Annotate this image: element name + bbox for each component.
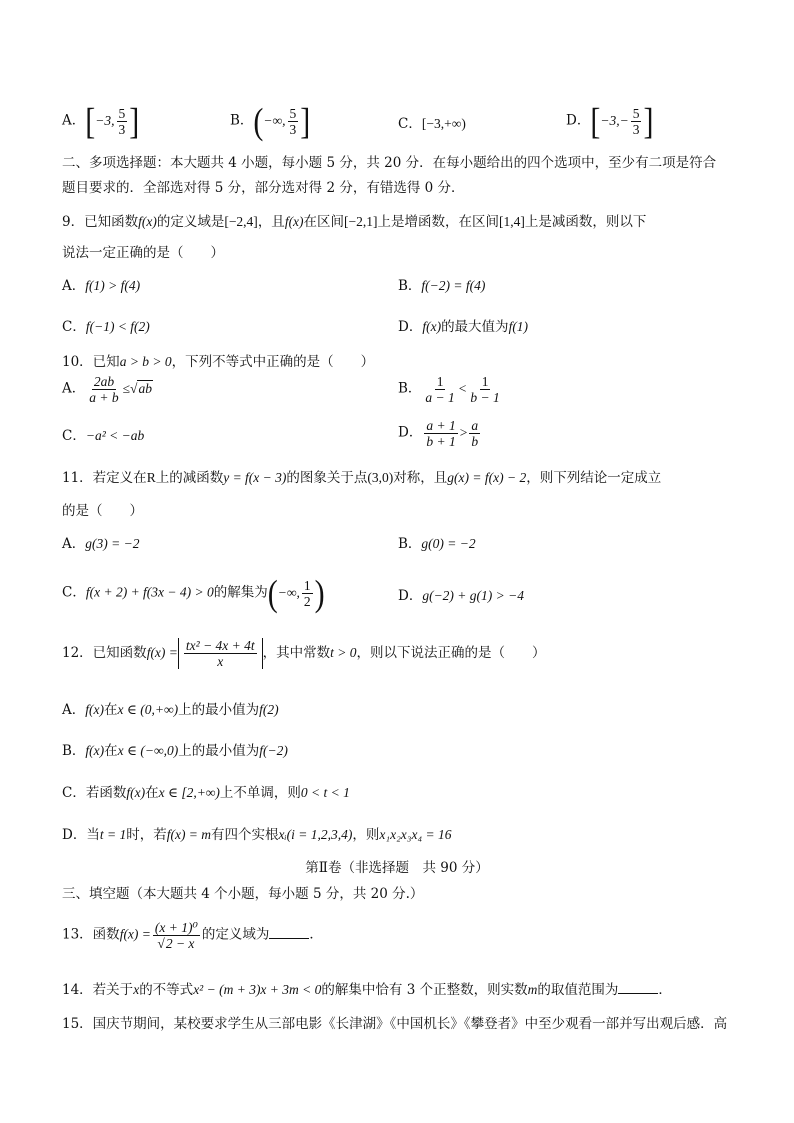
option-label: C．	[62, 319, 86, 335]
q13: 13．函数f(x) = $\frac{\text{(x + 1)⁰}}{√2 - x}$ 的定义域为 ．	[62, 920, 323, 951]
q9-option-a	[62, 276, 140, 296]
option-label: D．	[566, 112, 591, 129]
text: ，则下列结论一定成立	[526, 470, 662, 486]
text: 上的减函数	[155, 470, 224, 486]
text: ，其中常数	[262, 645, 331, 661]
text: 的最大值为	[441, 319, 509, 335]
math: f(x + 2) + f(3x − 4) > 0	[85, 584, 214, 600]
text: 10．已知	[62, 354, 120, 370]
frac-num: 5	[118, 106, 126, 121]
frac-den: 2	[303, 594, 311, 609]
math: f(x) =	[146, 645, 178, 660]
q8-option-d: D．[−3,− $\frac{5}{3}$ ]	[566, 100, 654, 142]
interval-left: −∞,	[263, 112, 286, 128]
option-label: A．	[62, 380, 86, 397]
math: x² − (m + 3)x + 3m < 0	[193, 982, 322, 997]
math: f(x) = m	[166, 827, 212, 842]
option-label: B．	[62, 743, 86, 759]
option-label: D．	[398, 319, 423, 335]
q11-stem-line2: 的是（ ）	[62, 503, 143, 519]
math: g(−2) + g(1) > −4	[422, 588, 524, 603]
math: [−2,4]	[224, 214, 258, 229]
math: x ∈ (0,+∞)	[117, 702, 179, 717]
q9-option-b	[398, 276, 485, 296]
math: f(2)	[259, 702, 279, 717]
q10-option-a: A． $\frac{2ab}{a + b}$ ≤√ab	[62, 374, 152, 405]
q9-stem-line2: 说法一定正确的是（ ）	[62, 245, 224, 261]
text: 在区间	[303, 214, 345, 230]
frac-num: (x + 1)⁰	[154, 920, 198, 935]
q12-stem	[62, 638, 546, 669]
option-label: C．	[398, 116, 422, 132]
q14	[62, 980, 672, 1000]
frac-den: b	[471, 434, 479, 449]
frac-den: 3	[118, 122, 126, 137]
frac-den: 3	[632, 122, 640, 137]
math: −a² < −ab	[85, 428, 145, 443]
option-label: A．	[62, 112, 86, 129]
math: f(−2)	[259, 743, 288, 758]
q11-option-c: C．f(x + 2) + f(3x − 4) > 0的解集为(−∞, $\frac{1}{2}$ )	[62, 572, 325, 614]
q8-option-a: A．[−3, $\frac{5}{3}$ ]	[62, 100, 140, 142]
text: ，且	[257, 214, 285, 230]
option-label: B．	[398, 536, 422, 552]
text: 14．若关于	[62, 982, 134, 998]
math: [1,4]	[499, 214, 525, 229]
option-label: A．	[62, 536, 86, 552]
q9-option-d	[398, 317, 528, 337]
math: f(x)	[126, 785, 146, 800]
frac-num: 5	[632, 106, 640, 121]
part2-title: 第Ⅱ卷（非选择题 共 90 分）	[305, 860, 489, 876]
text: 9．已知函数	[62, 214, 139, 230]
option-label: C．	[62, 584, 86, 601]
frac-den: 3	[289, 122, 297, 137]
math: f(−1) < f(2)	[85, 319, 150, 334]
text: 在	[145, 785, 159, 801]
math: f(x) =	[119, 926, 151, 942]
option-label: A．	[62, 278, 86, 294]
math: g(0) = −2	[421, 536, 476, 551]
q15-stem: 15．国庆节期间，某校要求学生从三部电影《长津湖》《中国机长》《攀登者》中至少观看一部并写出观后感．高	[62, 1016, 728, 1032]
text: 上的最小值为	[178, 702, 260, 718]
frac-num: 1	[303, 578, 311, 593]
option-label: A．	[62, 702, 86, 718]
text: ，下列不等式中正确的是（ ）	[171, 354, 375, 370]
math: f(1)	[508, 319, 529, 334]
text: 在	[103, 702, 118, 718]
text: 的定义域为	[201, 926, 270, 943]
text: 当	[86, 827, 100, 843]
text: 有四个实根	[211, 827, 279, 843]
frac-num: 1	[436, 374, 444, 389]
math: x₁x₂x₃x₄ = 16	[379, 827, 452, 842]
math: [−2,1]	[344, 214, 378, 229]
option-label: D．	[62, 827, 87, 843]
q12-option-c	[62, 783, 350, 803]
interval-left: −3,−	[600, 112, 629, 128]
text: 13．函数	[62, 926, 120, 943]
math: 0 < t < 1	[300, 785, 350, 800]
frac-den: b − 1	[470, 390, 500, 405]
math: g(3) = −2	[85, 536, 140, 551]
math: t > 0	[330, 645, 357, 660]
relation: <	[458, 380, 467, 396]
q11-option-a	[62, 534, 139, 554]
interval: [−3,+∞)	[421, 116, 466, 131]
interval-left: −3,	[95, 112, 115, 128]
option-label: C．	[62, 428, 86, 444]
math: f(x)	[85, 702, 104, 717]
frac-num: 1	[481, 374, 489, 389]
math: y = f(x − 3)	[223, 470, 287, 485]
math: f(x)	[85, 743, 105, 758]
answer-blank[interactable]	[269, 926, 309, 939]
frac-den: a + b	[89, 390, 119, 405]
radicand: ab	[138, 380, 152, 396]
text: 若函数	[85, 785, 127, 801]
text: 上的最小值为	[178, 743, 260, 759]
q9-option-c	[62, 317, 150, 337]
text: 在	[104, 743, 118, 759]
relation: >	[459, 424, 468, 440]
math: m	[527, 982, 538, 997]
math: x ∈ [2,+∞)	[158, 785, 220, 800]
q9-stem	[62, 212, 646, 232]
q8-option-b: B．(−∞, $\frac{5}{3}$ ]	[230, 100, 311, 142]
section2-line2: 题目要求的．全部选对得 5 分，部分选对得 2 分，有错选得 0 分．	[62, 180, 465, 196]
frac-num: a	[471, 418, 479, 433]
text: 上是增函数，在区间	[377, 214, 500, 230]
option-label: D．	[398, 588, 423, 604]
frac-num: 2ab	[93, 374, 115, 389]
math: (3,0)	[367, 470, 394, 485]
math: f(1) > f(4)	[85, 278, 141, 293]
frac-den: x	[217, 654, 224, 669]
interval-left: −∞,	[277, 584, 300, 600]
text: 11．若定义在	[62, 470, 147, 486]
text: 的取值范围为	[537, 982, 619, 998]
text: 的解集中恰有 3 个正整数，则实数	[321, 982, 528, 998]
math: f(x)	[422, 319, 442, 334]
math: R	[146, 470, 156, 485]
math: f(−2) = f(4)	[421, 278, 486, 293]
q11-option-d	[398, 586, 524, 606]
text: 对称，且	[393, 470, 448, 486]
option-label: B．	[398, 278, 422, 294]
option-label: B．	[398, 380, 422, 397]
math: x ∈ (−∞,0)	[117, 743, 179, 758]
frac-num: tx² − 4x + 4t	[185, 638, 255, 653]
section2-line1: 二、多项选择题：本大题共 4 小题，每小题 5 分，共 20 分．在每小题给出的四个选项中，至少有二项是符合	[62, 155, 717, 171]
text: 上不单调，则	[219, 785, 301, 801]
q10-option-c	[62, 426, 144, 446]
option-label: B．	[230, 112, 254, 129]
q12-option-b	[62, 741, 288, 761]
q11-option-b	[398, 534, 476, 554]
text: 的解集为	[213, 584, 268, 601]
q8-option-c	[398, 114, 466, 134]
text: 上是减函数，则以下	[524, 214, 647, 230]
frac-den: b + 1	[426, 434, 456, 449]
option-label: D．	[398, 424, 423, 441]
q11-stem	[62, 468, 661, 488]
text: 的不等式	[139, 982, 194, 998]
q10-option-d	[398, 418, 482, 449]
text: 12．已知函数	[62, 645, 147, 661]
text: 的图象关于点	[286, 470, 368, 486]
text: ，则	[352, 827, 380, 843]
section3-heading: 三、填空题（本大题共 4 个小题，每小题 5 分，共 20 分.）	[62, 886, 424, 902]
option-label: C．	[62, 785, 86, 801]
q12-option-d	[62, 825, 452, 845]
math: t = 1	[99, 827, 127, 842]
math: a > b > 0	[119, 354, 172, 369]
text: ，则以下说法正确的是（ ）	[356, 645, 546, 661]
q10-stem	[62, 352, 374, 372]
text: 时，若	[126, 827, 167, 843]
relation: ≤	[122, 380, 131, 396]
answer-blank[interactable]	[618, 981, 658, 994]
math: g(x) = f(x) − 2	[447, 470, 527, 485]
math: xᵢ(i = 1,2,3,4)	[278, 827, 353, 842]
text: ．	[658, 982, 672, 998]
text: 的定义域是	[156, 214, 225, 230]
frac-num: a + 1	[426, 418, 456, 433]
math: x	[133, 982, 140, 997]
frac-den: a − 1	[425, 390, 455, 405]
radicand: 2 − x	[165, 936, 195, 951]
math: f(x)	[138, 214, 157, 229]
q10-option-b	[398, 374, 504, 405]
frac-num: 5	[289, 106, 297, 121]
math: f(x)	[284, 214, 304, 229]
text: ．	[309, 926, 323, 943]
q12-option-a	[62, 700, 279, 720]
